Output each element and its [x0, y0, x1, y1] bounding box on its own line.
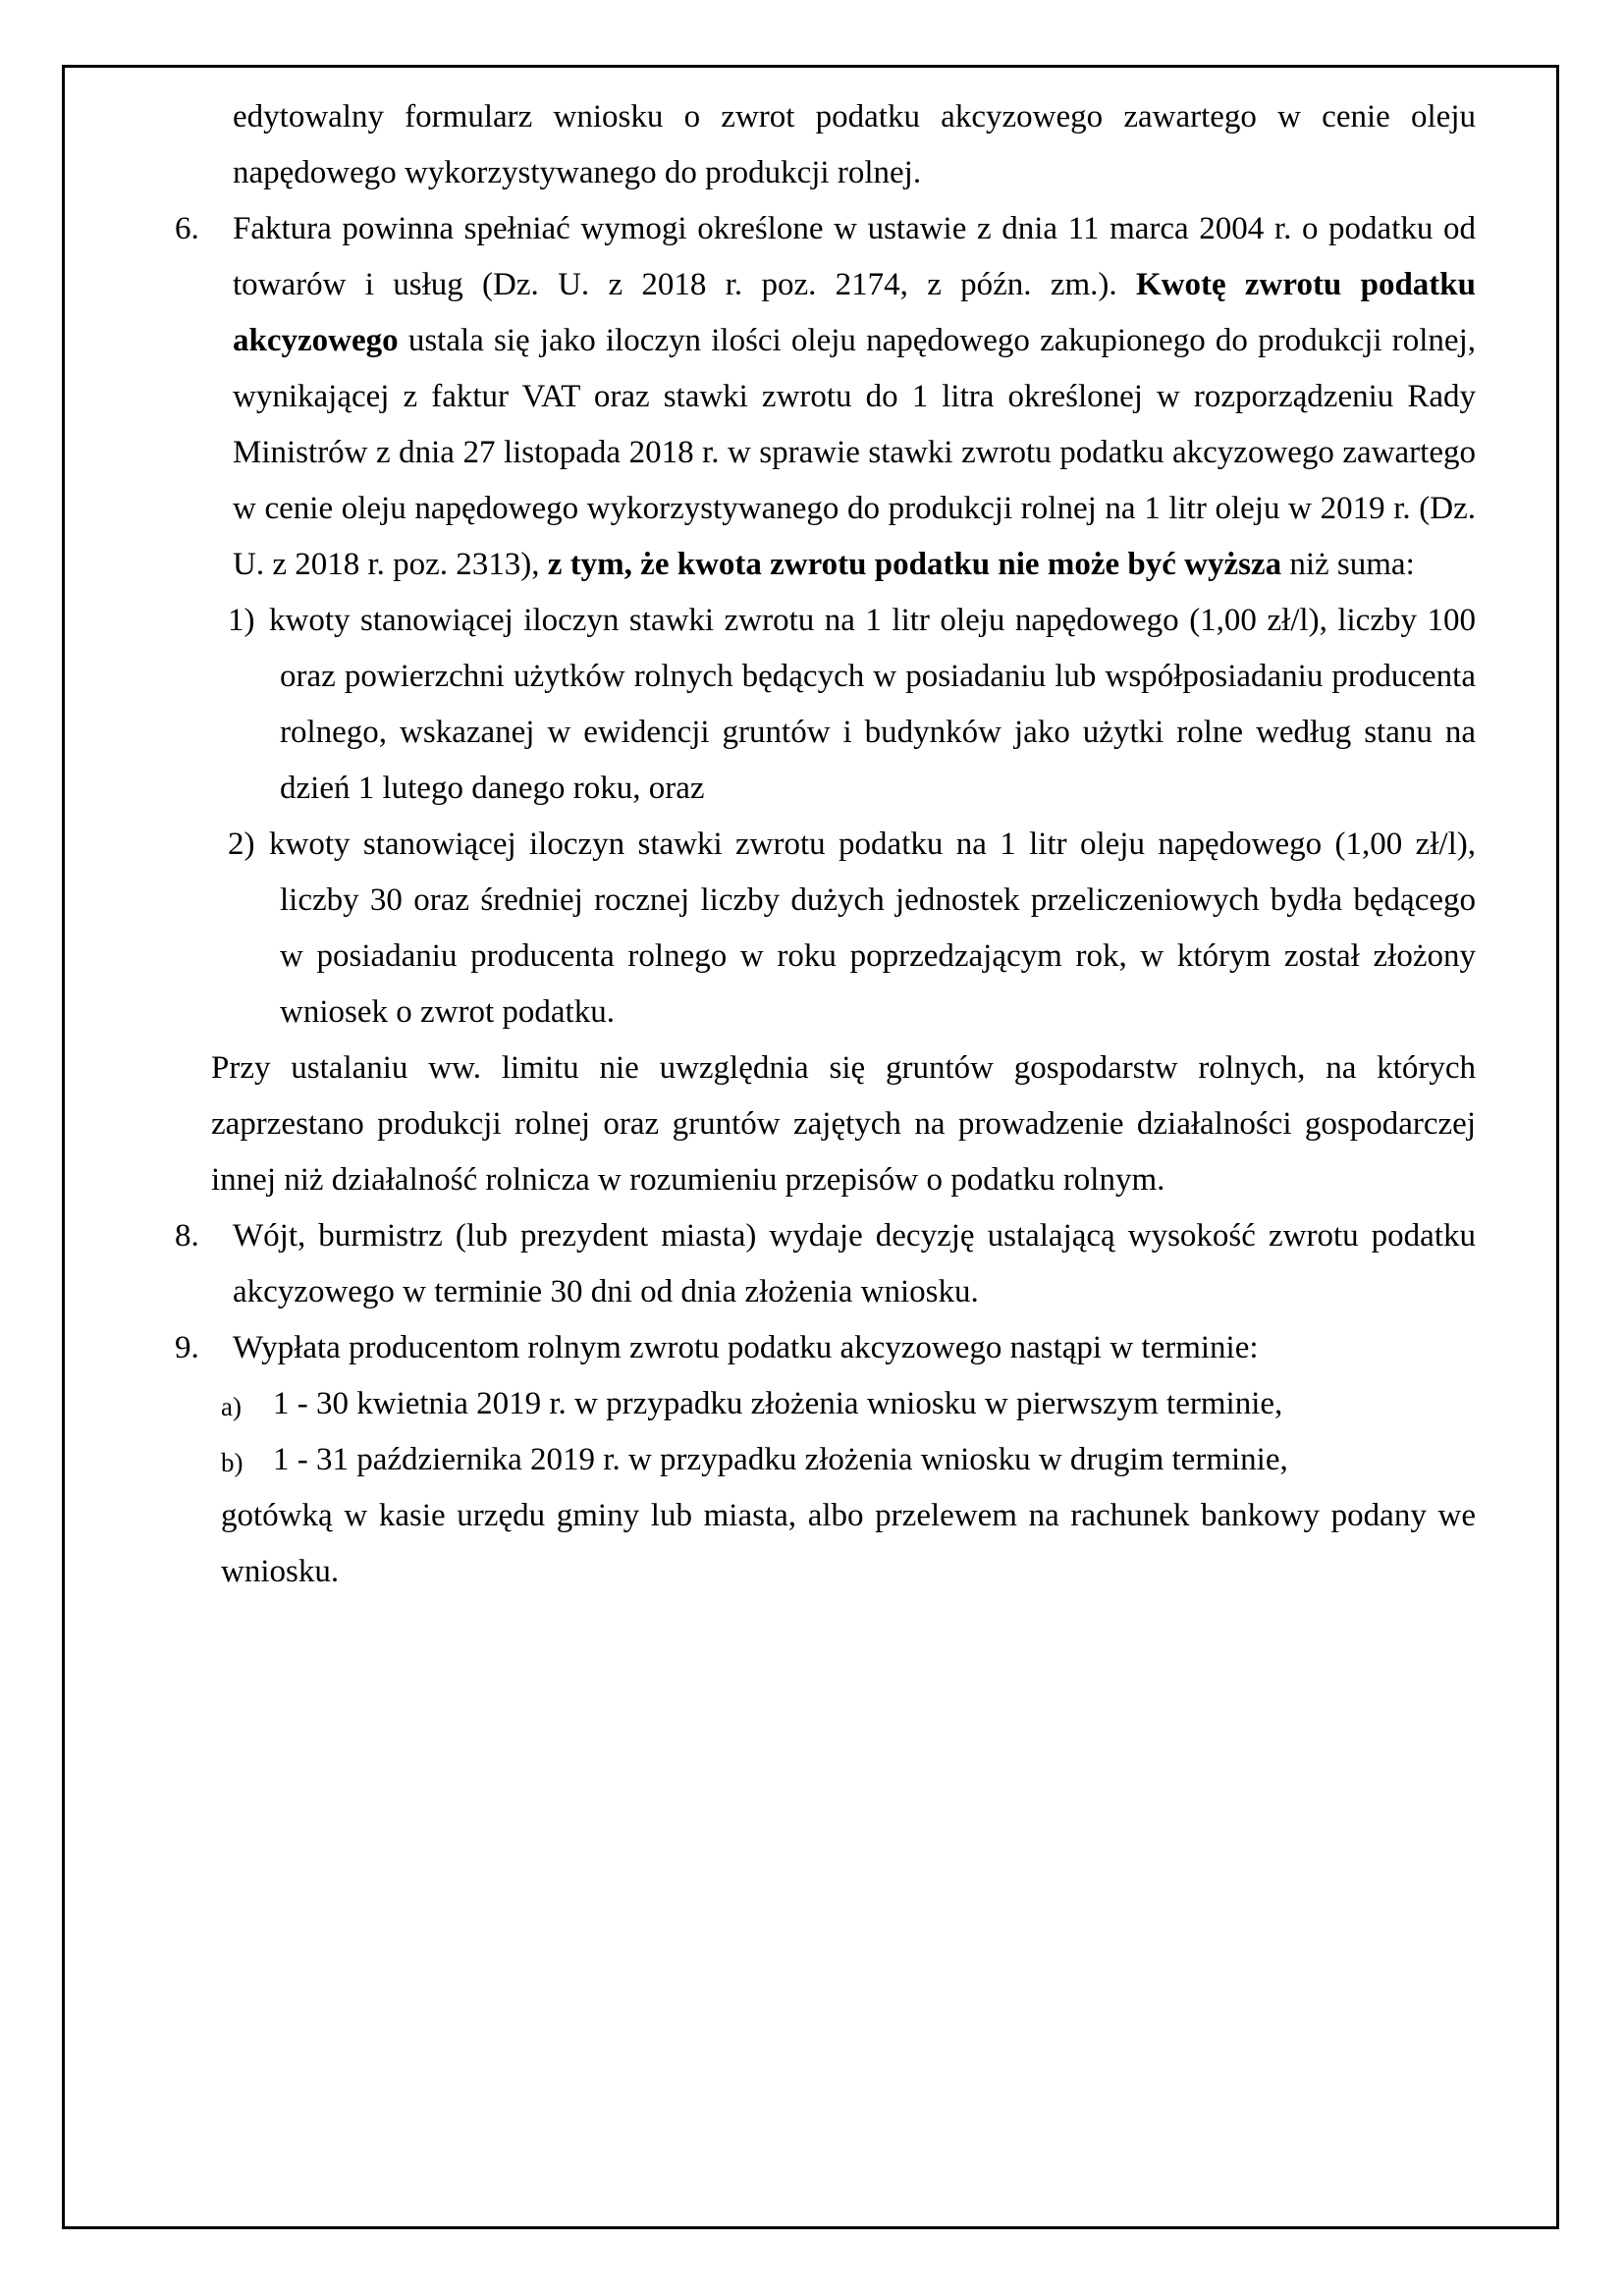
item-6-marker: 6.: [175, 211, 199, 246]
text-run: kwoty stanowiącej iloczyn stawki zwrotu na 1 litr oleju napędowego (1,00 zł/l), liczby 100 oraz powierzchni użytków rolnych będących w posiadaniu lub współposiadaniu producenta rolnego, wskazanej w ewidencji gruntów i budynków jako użytki rolne według stanu na dzień 1 lutego danego roku, oraz: [269, 603, 1476, 806]
text-run: gotówką w kasie urzędu gminy lub miasta, albo przelewem na rachunek bankowy podany we wniosku.: [221, 1498, 1476, 1589]
item-6-sub-1: [65, 593, 1556, 817]
item-9-a: [65, 1376, 1556, 1432]
payment-method: [65, 1488, 1556, 1600]
document-body: [65, 68, 1556, 1600]
item-6-sub-2: [65, 817, 1556, 1041]
text-run: kwoty stanowiącej iloczyn stawki zwrotu podatku na 1 litr oleju napędowego (1,00 zł/l), liczby 30 oraz średniej rocznej liczby dużych jednostek przeliczeniowych bydła będącego w posiadaniu producenta rolnego w roku poprzedzającym rok, w którym został złożony wniosek o zwrot podatku.: [269, 827, 1476, 1030]
item-9-b: [65, 1432, 1556, 1488]
text-run: Wójt, burmistrz (lub prezydent miasta) wydaje decyzję ustalającą wysokość zwrotu podatku akcyzowego w terminie 30 dni od dnia złożenia wniosku.: [233, 1218, 1476, 1309]
text-run: niż suma:: [1281, 547, 1415, 582]
item-9-marker: 9.: [175, 1330, 199, 1365]
item-9-a-marker: a): [221, 1392, 242, 1421]
intro-continuation: [65, 89, 1556, 201]
limit-note: [65, 1041, 1556, 1208]
item-6-sub-2-marker: 2): [228, 827, 255, 862]
item-8-marker: 8.: [175, 1218, 199, 1254]
item-9-b-marker: b): [221, 1448, 244, 1477]
item-9: [65, 1320, 1556, 1376]
text-run: Przy ustalaniu ww. limitu nie uwzględnia się gruntów gospodarstw rolnych, na których zaprzestano produkcji rolnej oraz gruntów zajętych na prowadzenie działalności gospodarczej innej niż działalność rolnicza w rozumieniu przepisów o podatku rolnym.: [211, 1050, 1476, 1198]
item-8: [65, 1208, 1556, 1320]
item-6: [65, 201, 1556, 593]
text-run: 1 - 30 kwietnia 2019 r. w przypadku złożenia wniosku w pierwszym terminie,: [273, 1386, 1283, 1421]
text-run: 1 - 31 października 2019 r. w przypadku złożenia wniosku w drugim terminie,: [273, 1442, 1288, 1477]
text-run: Wypłata producentom rolnym zwrotu podatku akcyzowego nastąpi w terminie:: [233, 1330, 1259, 1365]
page-border-frame: [62, 65, 1559, 2229]
text-run: edytowalny formularz wniosku o zwrot podatku akcyzowego zawartego w cenie oleju napędowego wykorzystywanego do produkcji rolnej.: [233, 99, 1476, 190]
text-run: z tym, że kwota zwrotu podatku nie może być wyższa: [547, 547, 1282, 582]
item-6-sub-1-marker: 1): [228, 603, 255, 638]
text-run: ustala się jako iloczyn ilości oleju napędowego zakupionego do produkcji rolnej, wynikającej z faktur VAT oraz stawki zwrotu do 1 litra określonej w rozporządzeniu Rady Ministrów z dnia 27 listopada 2018 r. w sprawie stawki zwrotu podatku akcyzowego zawartego w cenie oleju napędowego wykorzystywanego do produkcji rolnej na 1 litr oleju w 2019 r. (Dz. U. z 2018 r. poz. 2313),: [233, 323, 1476, 582]
text-run: Faktura powinna spełniać wymogi określone w ustawie z dnia 11 marca 2004 r. o podatku od towarów i usług (Dz. U. z 2018 r. poz. 2174, z późn. zm.).: [233, 211, 1476, 302]
text-run: Kwotę zwrotu podatku akcyzowego: [233, 267, 1476, 358]
